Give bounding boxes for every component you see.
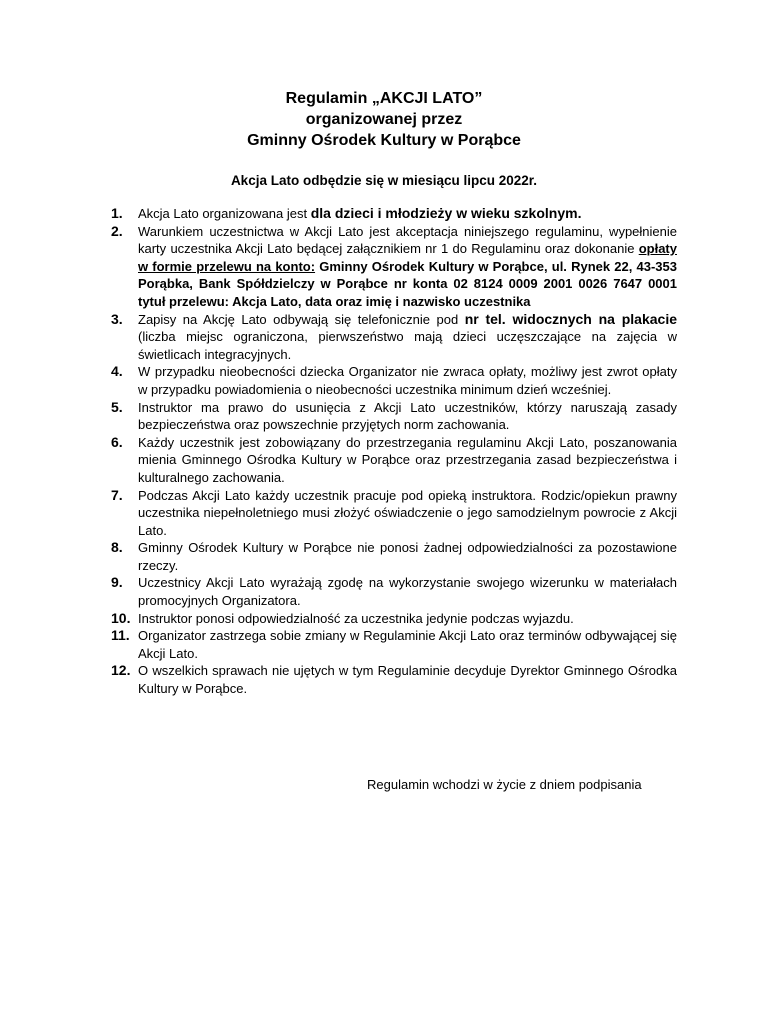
rule-text: Gminny Ośrodek Kultury w Porąbce nie ponosi żadnej odpowiedzialności za pozostawione rzeczy.	[138, 540, 677, 573]
rule-item-3	[111, 311, 677, 364]
rule-number: 11.	[111, 627, 130, 644]
rule-number: 12.	[111, 662, 131, 679]
rule-text: O wszelkich sprawach nie ujętych w tym Regulaminie decyduje Dyrektor Gminnego Ośrodka Kultury w Porąbce.	[138, 663, 677, 697]
rule-item-9	[111, 574, 677, 609]
rule-number: 2.	[111, 222, 123, 239]
rule-number: 6.	[111, 433, 123, 450]
rules-list	[111, 205, 677, 698]
rule-text	[138, 312, 677, 362]
rule-text: Instruktor ponosi odpowiedzialność za uczestnika jedynie podczas wyjazdu.	[138, 610, 574, 626]
title-line-1: Regulamin „AKCJI LATO”	[285, 90, 483, 107]
rule-item-4	[111, 363, 677, 398]
rule-text-bold: dla dzieci i młodzieży w wieku szkolnym.	[310, 205, 582, 221]
rule-item-2	[111, 223, 677, 311]
rule-item-10	[111, 610, 677, 628]
rule-item-12	[111, 662, 677, 697]
rule-item-6	[111, 434, 677, 487]
rule-item-8	[111, 539, 677, 574]
rule-item-1	[111, 205, 677, 223]
rule-text-part: Akcja Lato organizowana jest	[138, 206, 311, 221]
rule-item-7	[111, 487, 677, 540]
rule-text: Podczas Akcji Lato każdy uczestnik pracuje pod opieką instruktora. Rodzic/opiekun prawny uczestnika niepełnoletniego musi złożyć oświadczenie o jego samodzielnym powrocie z Akcji Lato.	[138, 487, 677, 538]
rule-text: Organizator zastrzega sobie zmiany w Regulaminie Akcji Lato oraz terminów odbywającej się Akcji Lato.	[138, 628, 677, 661]
rule-text-bold-underlined: opłaty w formie przelewu na konto:	[138, 241, 677, 274]
rule-text	[138, 206, 581, 221]
document-subtitle: Akcja Lato odbędzie się w miesiącu lipcu 2022r.	[230, 173, 538, 188]
rule-text-part: (liczba miejsc ograniczona, pierwszeństwo mają dzieci uczęszczające na zajęcia w świetlicach integracyjnych.	[138, 329, 677, 362]
closing-statement: Regulamin wchodzi w życie z dniem podpisania	[367, 777, 642, 792]
rule-text-bold: Gminny Ośrodek Kultury w Porąbce, ul. Rynek 22, 43-353 Porąbka, Bank Spółdzielczy w Porąbce nr konta 02 8124 0009 2001 0026 7647 0001 tytuł przelewu: Akcja Lato, data oraz imię i nazwisko uczestnika	[138, 258, 678, 309]
rule-number: 8.	[111, 539, 123, 556]
rule-number: 7.	[111, 486, 123, 503]
rule-text: Każdy uczestnik jest zobowiązany do przestrzegania regulaminu Akcji Lato, poszanowania mienia Gminnego Ośrodka Kultury w Porąbce oraz przestrzegania zasad bezpieczeństwa i kulturalnego zachowania.	[138, 434, 677, 485]
rule-text-bold: nr tel. widocznych na plakacie	[464, 310, 677, 327]
title-line-2: organizowanej przez	[305, 111, 463, 128]
rule-item-5	[111, 399, 677, 434]
rule-text: Uczestnicy Akcji Lato wyrażają zgodę na wykorzystanie swojego wizerunku w materiałach promocyjnych Organizatora.	[138, 575, 677, 609]
rule-number: 5.	[111, 398, 123, 415]
title-line-3: Gminny Ośrodek Kultury w Porąbce	[247, 132, 521, 149]
rule-item-11	[111, 627, 677, 662]
rule-text-part: Zapisy na Akcję Lato odbywają się telefonicznie pod	[138, 311, 465, 327]
rule-text: Instruktor ma prawo do usunięcia z Akcji Lato uczestników, którzy naruszają zasady bezpieczeństwa oraz powszechnie przyjętych norm zachowania.	[138, 399, 677, 433]
document-title	[0, 88, 768, 151]
rule-text-part: Warunkiem uczestnictwa w Akcji Lato jest akceptacja niniejszego regulaminu, wypełnienie karty uczestnika Akcji Lato będącej załącznikiem nr 1 do Regulaminu oraz dokonanie	[138, 223, 677, 257]
rule-number: 9.	[111, 574, 123, 591]
rule-text: W przypadku nieobecności dziecka Organizator nie zwraca opłaty, możliwy jest zwrot opłaty w przypadku powiadomienia o nieobecności uczestnika minimum dzień wcześniej.	[138, 364, 677, 397]
rule-text	[138, 224, 677, 309]
rule-number: 1.	[111, 205, 123, 221]
rule-number: 4.	[111, 363, 123, 380]
rule-number: 10.	[111, 609, 131, 626]
rule-number: 3.	[111, 310, 123, 327]
